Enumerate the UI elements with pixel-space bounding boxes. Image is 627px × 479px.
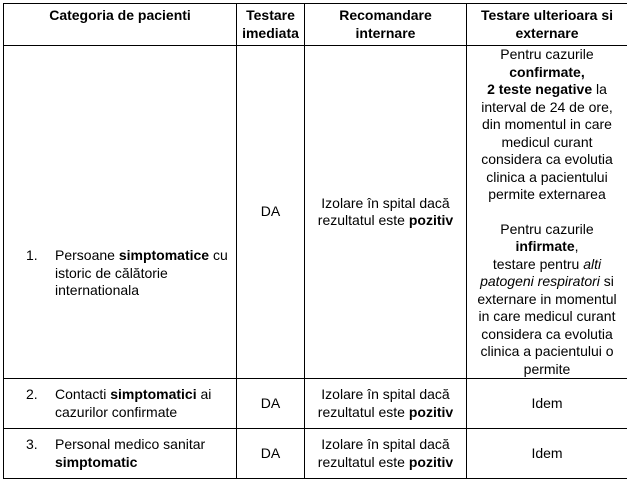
table-row — [4, 429, 627, 479]
category-text-post: cu istoric de călătorie internationala — [55, 247, 228, 298]
immediate-testing-cell: DA — [237, 429, 305, 479]
header-category: Categoria de pacienti — [4, 4, 237, 46]
later-testing-cell: Idem — [467, 379, 627, 429]
row-number: 3. — [26, 436, 38, 454]
hospital-text-bold: pozitiv — [409, 454, 453, 470]
category-cell — [4, 379, 237, 429]
category-text — [55, 386, 232, 421]
hospital-recommendation-cell — [305, 429, 467, 479]
category-cell — [4, 46, 237, 379]
infirmed-details: si externare in momentul in care medicul curant considera ca evolutia clinica a pacientului o permite — [477, 273, 616, 377]
patient-testing-table — [3, 3, 627, 479]
header-later-testing-discharge: Testare ulterioara si externare — [467, 4, 627, 46]
header-immediate-testing: Testare imediata — [237, 4, 305, 46]
infirmed-cases-paragraph — [471, 221, 623, 379]
hospital-text-bold: pozitiv — [409, 404, 453, 420]
testing-for-text: testare pentru — [493, 256, 583, 272]
hospital-recommendation-cell — [305, 46, 467, 379]
table-body — [4, 46, 627, 479]
confirmed-intro: Pentru cazurile — [500, 46, 593, 62]
infirmed-label: infirmate — [515, 238, 574, 254]
confirmed-details: la interval de 24 de ore, din momentul in care medicul curant considera ca evolutia clinica a pacientului permite externarea — [481, 81, 613, 202]
infirmed-intro: Pentru cazurile — [500, 221, 593, 237]
category-text-bold: simptomatici — [110, 386, 196, 402]
table-header — [4, 4, 627, 46]
table-row — [4, 379, 627, 429]
hospital-text: Izolare în spital dacă rezultatul este — [318, 386, 450, 420]
category-text-pre: Personal medico sanitar — [55, 436, 205, 452]
confirmed-label: confirmate, — [509, 64, 584, 80]
category-text-pre: Contacti — [55, 386, 110, 402]
hospital-text-bold: pozitiv — [409, 212, 453, 228]
other-pathogens-text: alti patogeni respiratori — [480, 256, 601, 290]
later-testing-cell: Idem — [467, 429, 627, 479]
row-number: 2. — [26, 386, 38, 404]
infirmed-comma: , — [575, 238, 579, 254]
category-text — [55, 436, 232, 471]
header-hospital-recommendation: Recomandare internare — [305, 4, 467, 46]
negative-tests-label: 2 teste negative — [487, 81, 592, 97]
category-cell — [4, 429, 237, 479]
hospital-text: Izolare în spital dacă rezultatul este — [318, 195, 450, 229]
immediate-testing-cell: DA — [237, 46, 305, 379]
category-text-post: ai cazurilor confirmate — [55, 386, 211, 420]
header-row — [4, 4, 627, 46]
hospital-recommendation-cell — [305, 379, 467, 429]
category-text-pre: Persoane — [55, 247, 119, 263]
category-text-bold: simptomatic — [55, 454, 137, 470]
table-row — [4, 46, 627, 379]
row-number: 1. — [26, 247, 38, 265]
immediate-testing-cell: DA — [237, 379, 305, 429]
category-text-bold: simptomatice — [119, 247, 209, 263]
later-testing-cell — [467, 46, 627, 379]
later-testing-text — [471, 46, 623, 378]
hospital-text: Izolare în spital dacă rezultatul este — [318, 436, 450, 470]
confirmed-cases-paragraph — [471, 46, 623, 204]
category-text — [55, 247, 232, 300]
